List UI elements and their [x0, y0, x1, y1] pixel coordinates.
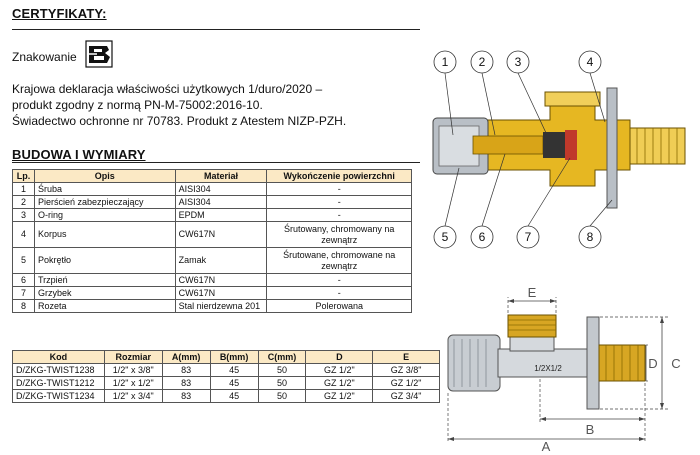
top-thread: [545, 92, 600, 106]
cell-wykonczenie: Polerowana: [267, 300, 412, 313]
cell-opis: Grzybek: [34, 287, 175, 300]
cell-kod: D/ZKG-TWIST1234: [13, 390, 105, 403]
cert-line-3: Świadectwo ochronne nr 70783. Produkt z Atestem NIZP-PZH.: [12, 114, 347, 128]
valve-disc: [565, 130, 577, 160]
cell-rozmiar: 1/2" x 3/8": [104, 364, 162, 377]
cell-wykonczenie: -: [267, 287, 412, 300]
col-d: D: [306, 351, 373, 364]
znakowanie-label: Znakowanie: [12, 50, 77, 64]
cell-material: Zamak: [175, 248, 267, 274]
cell-lp: 6: [13, 274, 35, 287]
table-row: [13, 274, 412, 287]
col-lp: Lp.: [13, 170, 35, 183]
cell-lp: 8: [13, 300, 35, 313]
cell-a: 83: [162, 364, 210, 377]
cell-opis: O-ring: [34, 209, 175, 222]
cell-opis: Korpus: [34, 222, 175, 248]
knob: [448, 335, 500, 391]
cell-b: 45: [210, 364, 258, 377]
cell-wykonczenie: -: [267, 196, 412, 209]
cell-opis: Rozeta: [34, 300, 175, 313]
dim-label-a: A: [541, 439, 551, 453]
cell-opis: Trzpień: [34, 274, 175, 287]
rosette: [607, 88, 617, 208]
cell-material: CW617N: [175, 287, 267, 300]
cell-kod: D/ZKG-TWIST1238: [13, 364, 105, 377]
callout-2: 2: [478, 55, 486, 69]
dims-table: [12, 350, 440, 403]
cell-wykonczenie: -: [267, 183, 412, 196]
table-row: [13, 300, 412, 313]
cell-lp: 2: [13, 196, 35, 209]
spindle: [473, 136, 543, 154]
cell-d: GZ 1/2": [306, 390, 373, 403]
parts-header-row: [13, 170, 412, 183]
cell-material: AISI304: [175, 196, 267, 209]
table-row: [13, 377, 440, 390]
cell-kod: D/ZKG-TWIST1212: [13, 377, 105, 390]
cell-c: 50: [258, 377, 306, 390]
col-kod: Kod: [13, 351, 105, 364]
cell-a: 83: [162, 377, 210, 390]
cell-c: 50: [258, 364, 306, 377]
table-row: [13, 390, 440, 403]
cell-wykonczenie: -: [267, 209, 412, 222]
col-c: C(mm): [258, 351, 306, 364]
callout-1: 1: [441, 55, 449, 69]
callout-8: 8: [586, 230, 594, 244]
table-row: [13, 287, 412, 300]
cell-material: AISI304: [175, 183, 267, 196]
cert-heading: CERTYFIKATY:: [12, 6, 107, 21]
dim-label-d: D: [648, 356, 658, 371]
dim-label-b: B: [585, 422, 595, 437]
table-row: [13, 222, 412, 248]
dim-label-e: E: [527, 285, 537, 300]
cell-rozmiar: 1/2" x 1/2": [104, 377, 162, 390]
col-material: Materiał: [175, 170, 267, 183]
cell-opis: Śruba: [34, 183, 175, 196]
callout-4: 4: [586, 55, 594, 69]
cell-d: GZ 1/2": [306, 364, 373, 377]
cross-section-diagram: [425, 40, 695, 255]
cell-b: 45: [210, 390, 258, 403]
dims-header-row: [13, 351, 440, 364]
callout-3: 3: [514, 55, 522, 69]
col-rozmiar: Rozmiar: [104, 351, 162, 364]
cell-material: EPDM: [175, 209, 267, 222]
budowa-rule: [12, 162, 420, 163]
col-e: E: [373, 351, 440, 364]
col-a: A(mm): [162, 351, 210, 364]
parts-table: [12, 169, 412, 313]
cell-b: 45: [210, 377, 258, 390]
col-wykonczenie: Wykończenie powierzchni: [267, 170, 412, 183]
body-mark: 1/2X1/2: [534, 364, 562, 373]
cell-e: GZ 3/4": [373, 390, 440, 403]
cert-rule: [12, 29, 420, 30]
dim-label-c: C: [671, 356, 681, 371]
dimension-drawing: [440, 283, 695, 453]
cert-line-2: produkt zgodny z normą PN-M-75002:2016-10.: [12, 98, 263, 112]
callout-5: 5: [441, 230, 449, 244]
cell-opis: Pokrętło: [34, 248, 175, 274]
cell-lp: 3: [13, 209, 35, 222]
cell-e: GZ 3/8": [373, 364, 440, 377]
table-row: [13, 248, 412, 274]
cell-material: Stal nierdzewna 201: [175, 300, 267, 313]
cell-d: GZ 1/2": [306, 377, 373, 390]
cell-wykonczenie: -: [267, 274, 412, 287]
cell-lp: 1: [13, 183, 35, 196]
cell-rozmiar: 1/2" x 3/4": [104, 390, 162, 403]
budowa-heading: BUDOWA I WYMIARY: [12, 147, 146, 162]
cert-line-1: Krajowa deklaracja właściwości użytkowych 1/duro/2020 –: [12, 82, 323, 96]
cell-material: CW617N: [175, 222, 267, 248]
table-row: [13, 209, 412, 222]
table-row: [13, 196, 412, 209]
cell-lp: 4: [13, 222, 35, 248]
table-row: [13, 364, 440, 377]
cell-wykonczenie: Śrutowany, chromowany na zewnątrz: [267, 222, 412, 248]
cell-material: CW617N: [175, 274, 267, 287]
o-ring: [543, 132, 565, 158]
callout-6: 6: [478, 230, 486, 244]
cell-lp: 7: [13, 287, 35, 300]
cell-opis: Pierścień zabezpieczający: [34, 196, 175, 209]
rosette: [587, 317, 599, 409]
cell-lp: 5: [13, 248, 35, 274]
b-mark-logo: [85, 40, 113, 68]
cell-wykonczenie: Śrutowane, chromowane na zewnątrz: [267, 248, 412, 274]
cell-a: 83: [162, 390, 210, 403]
cell-c: 50: [258, 390, 306, 403]
col-b: B(mm): [210, 351, 258, 364]
cell-e: GZ 1/2": [373, 377, 440, 390]
callout-7: 7: [524, 230, 532, 244]
table-row: [13, 183, 412, 196]
col-opis: Opis: [34, 170, 175, 183]
top-thread: [508, 315, 556, 337]
